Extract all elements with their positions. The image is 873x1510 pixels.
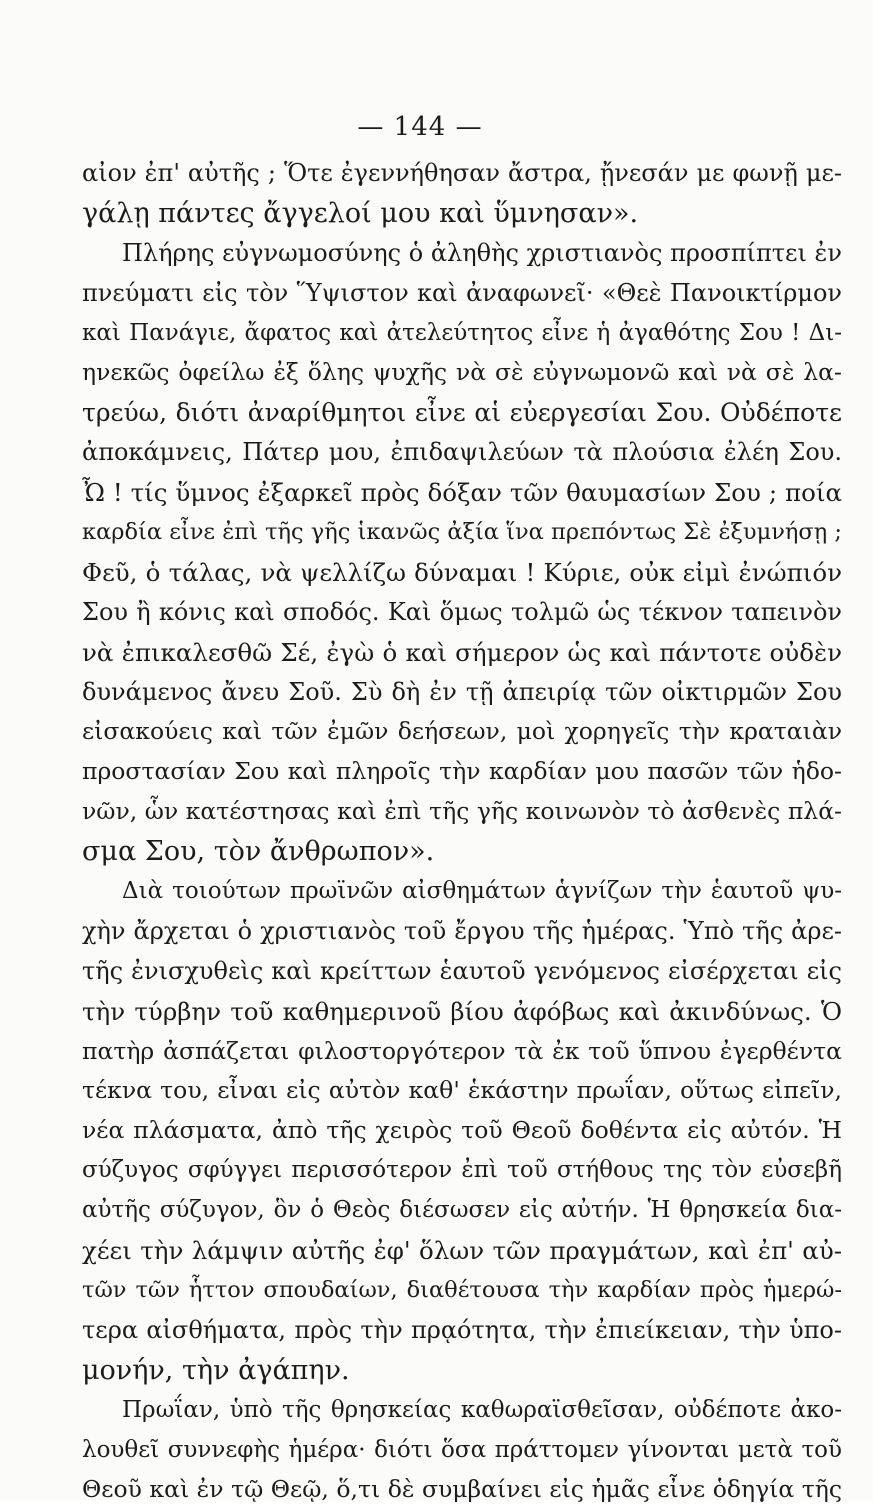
text-line: καρδία εἶνε ἐπὶ τῆς γῆς ἱκανῶς ἀξία ἵνα πρεπόντως Σὲ ἐξυμνήσῃ ; [82,519,842,546]
text-line: Πλήρης εὐγνωμοσύνης ὁ ἀληθὴς χριστιανὸς προσπίπτει ἐν [122,238,842,267]
text-line: νέα πλάσματα, ἀπὸ τῆς χειρὸς τοῦ Θεοῦ δοθέντα εἰς αὐτόν. Ἡ [82,1116,842,1145]
text-line: χὴν ἄρχεται ὁ χριστιανὸς τοῦ ἔργου τῆς ἡμέρας. Ὑπὸ τῆς ἀρε- [82,916,842,945]
text-line: τῆς ἐνισχυθεὶς καὶ κρείττων ἑαυτοῦ γενόμενος εἰσέρχεται εἰς [82,956,842,985]
text-line: πατὴρ ἀσπάζεται φιλοστοργότερον τὰ ἐκ τοῦ ὕπνου ἐγερθέντα [82,1036,842,1065]
text-line: τερα αἰσθήματα, πρὸς τὴν πρᾳότητα, τὴν ἐπιείκειαν, τὴν ὑπο- [82,1315,842,1344]
text-line: Θεοῦ καὶ ἐν τῷ Θεῷ, ὅ,τι δὲ συμβαίνει εἰς ἡμᾶς εἶνε ὁδηγία τῆς [82,1475,842,1504]
text-line: τῶν τῶν ἧττον σπουδαίων, διαθέτουσα τὴν καρδίαν πρὸς ἡμερώ- [82,1276,842,1303]
body-text [82,154,842,1510]
text-line: νὰ ἐπικαλεσθῶ Σέ, ἐγὼ ὁ καὶ σήμερον ὡς καὶ πάντοτε οὐδὲν [82,637,842,667]
text-line: πνεύματι εἰς τὸν Ὕψιστον καὶ ἀναφωνεῖ· «Θεὲ Πανοικτίρμον [82,278,842,307]
text-line: σύζυγος σφύγγει περισσότερον ἐπὶ τοῦ στήθους της τὸν εὐσεβῆ [82,1157,842,1184]
text-line: γάλῃ πάντες ἄγγελοί μου καὶ ὕμνησαν». [82,197,639,229]
text-line: εἰσακούεις καὶ τῶν ἐμῶν δεήσεων, μοὶ χορηγεῖς τὴν κραταιὰν [82,717,842,746]
text-line: Πρωΐαν, ὑπὸ τῆς θρησκείας καθωραϊσθεῖσαν, οὐδέποτε ἀκο- [122,1396,842,1423]
text-line: σμα Σου, τὸν ἄνθρωπον». [82,836,435,868]
page-number: — 144 — [357,112,483,142]
text-line: αἰον ἐπ' αὐτῆς ; Ὅτε ἐγεννήθησαν ἄστρα, ᾔνεσάν με φωνῇ με- [82,159,842,187]
text-line: τρεύω, διότι ἀναρίθμητοι εἶνε αἱ εὐεργεσίαι Σου. Οὐδέποτε [82,398,842,428]
text-line: τέκνα του, εἶναι εἰς αὐτὸν καθ' ἑκάστην πρωΐαν, οὕτως εἰπεῖν, [82,1076,842,1105]
text-line: χέει τὴν λάμψιν αὐτῆς ἐφ' ὅλων τῶν πραγμάτων, καὶ ἐπ' αὐ- [82,1236,842,1266]
text-line: μονήν, τὴν ἀγάπην. [82,1354,350,1386]
text-line: Φεῦ, ὁ τάλας, νὰ ψελλίζω δύναμαι ! Κύριε, οὐκ εἰμὶ ἐνώπιόν [82,557,842,587]
text-line: καὶ Πανάγιε, ἄφατος καὶ ἀτελεύτητος εἶνε ἡ ἀγαθότης Σου ! Δι- [82,319,842,346]
text-line: αὐτῆς σύζυγον, ὃν ὁ Θεὸς διέσωσεν εἰς αὐτήν. Ἡ θρησκεία δια- [82,1197,842,1224]
text-line: ηνεκῶς ὀφείλω ἐξ ὅλης ψυχῆς νὰ σὲ εὐγνωμονῶ καὶ νὰ σὲ λα- [82,358,842,387]
text-line: νῶν, ὧν κατέστησας καὶ ἐπὶ τῆς γῆς κοινωνὸν τὸ ἀσθενὲς πλά- [82,797,842,826]
text-line: προστασίαν Σου καὶ πληροῖς τὴν καρδίαν μου πασῶν τῶν ἡδο- [82,757,842,786]
text-line: Ὦ ! τίς ὕμνος ἐξαρκεῖ πρὸς δόξαν τῶν θαυμασίων Σου ; ποία [82,478,842,508]
text-line: δυνάμενος ἄνευ Σοῦ. Σὺ δὴ ἐν τῇ ἀπειρίᾳ τῶν οἰκτιρμῶν Σου [82,677,842,706]
text-line: Διὰ τοιούτων πρωϊνῶν αἰσθημάτων ἁγνίζων τὴν ἑαυτοῦ ψυ- [122,878,842,905]
text-line: λουθεῖ συννεφὴς ἡμέρα· διότι ὅσα πράττομεν γίνονται μετὰ τοῦ [82,1436,842,1463]
text-line: τὴν τύρβην τοῦ καθημερινοῦ βίου ἀφόβως καὶ ἀκινδύνως. Ὁ [82,996,842,1026]
text-line: Σου ἢ κόνις καὶ σποδός. Καὶ ὅμως τολμῶ ὡς τέκνον ταπεινὸν [82,597,842,626]
text-line: ἀποκάμνεις, Πάτερ μου, ἐπιδαψιλεύων τὰ πλούσια ἐλέη Σου. [82,438,842,467]
